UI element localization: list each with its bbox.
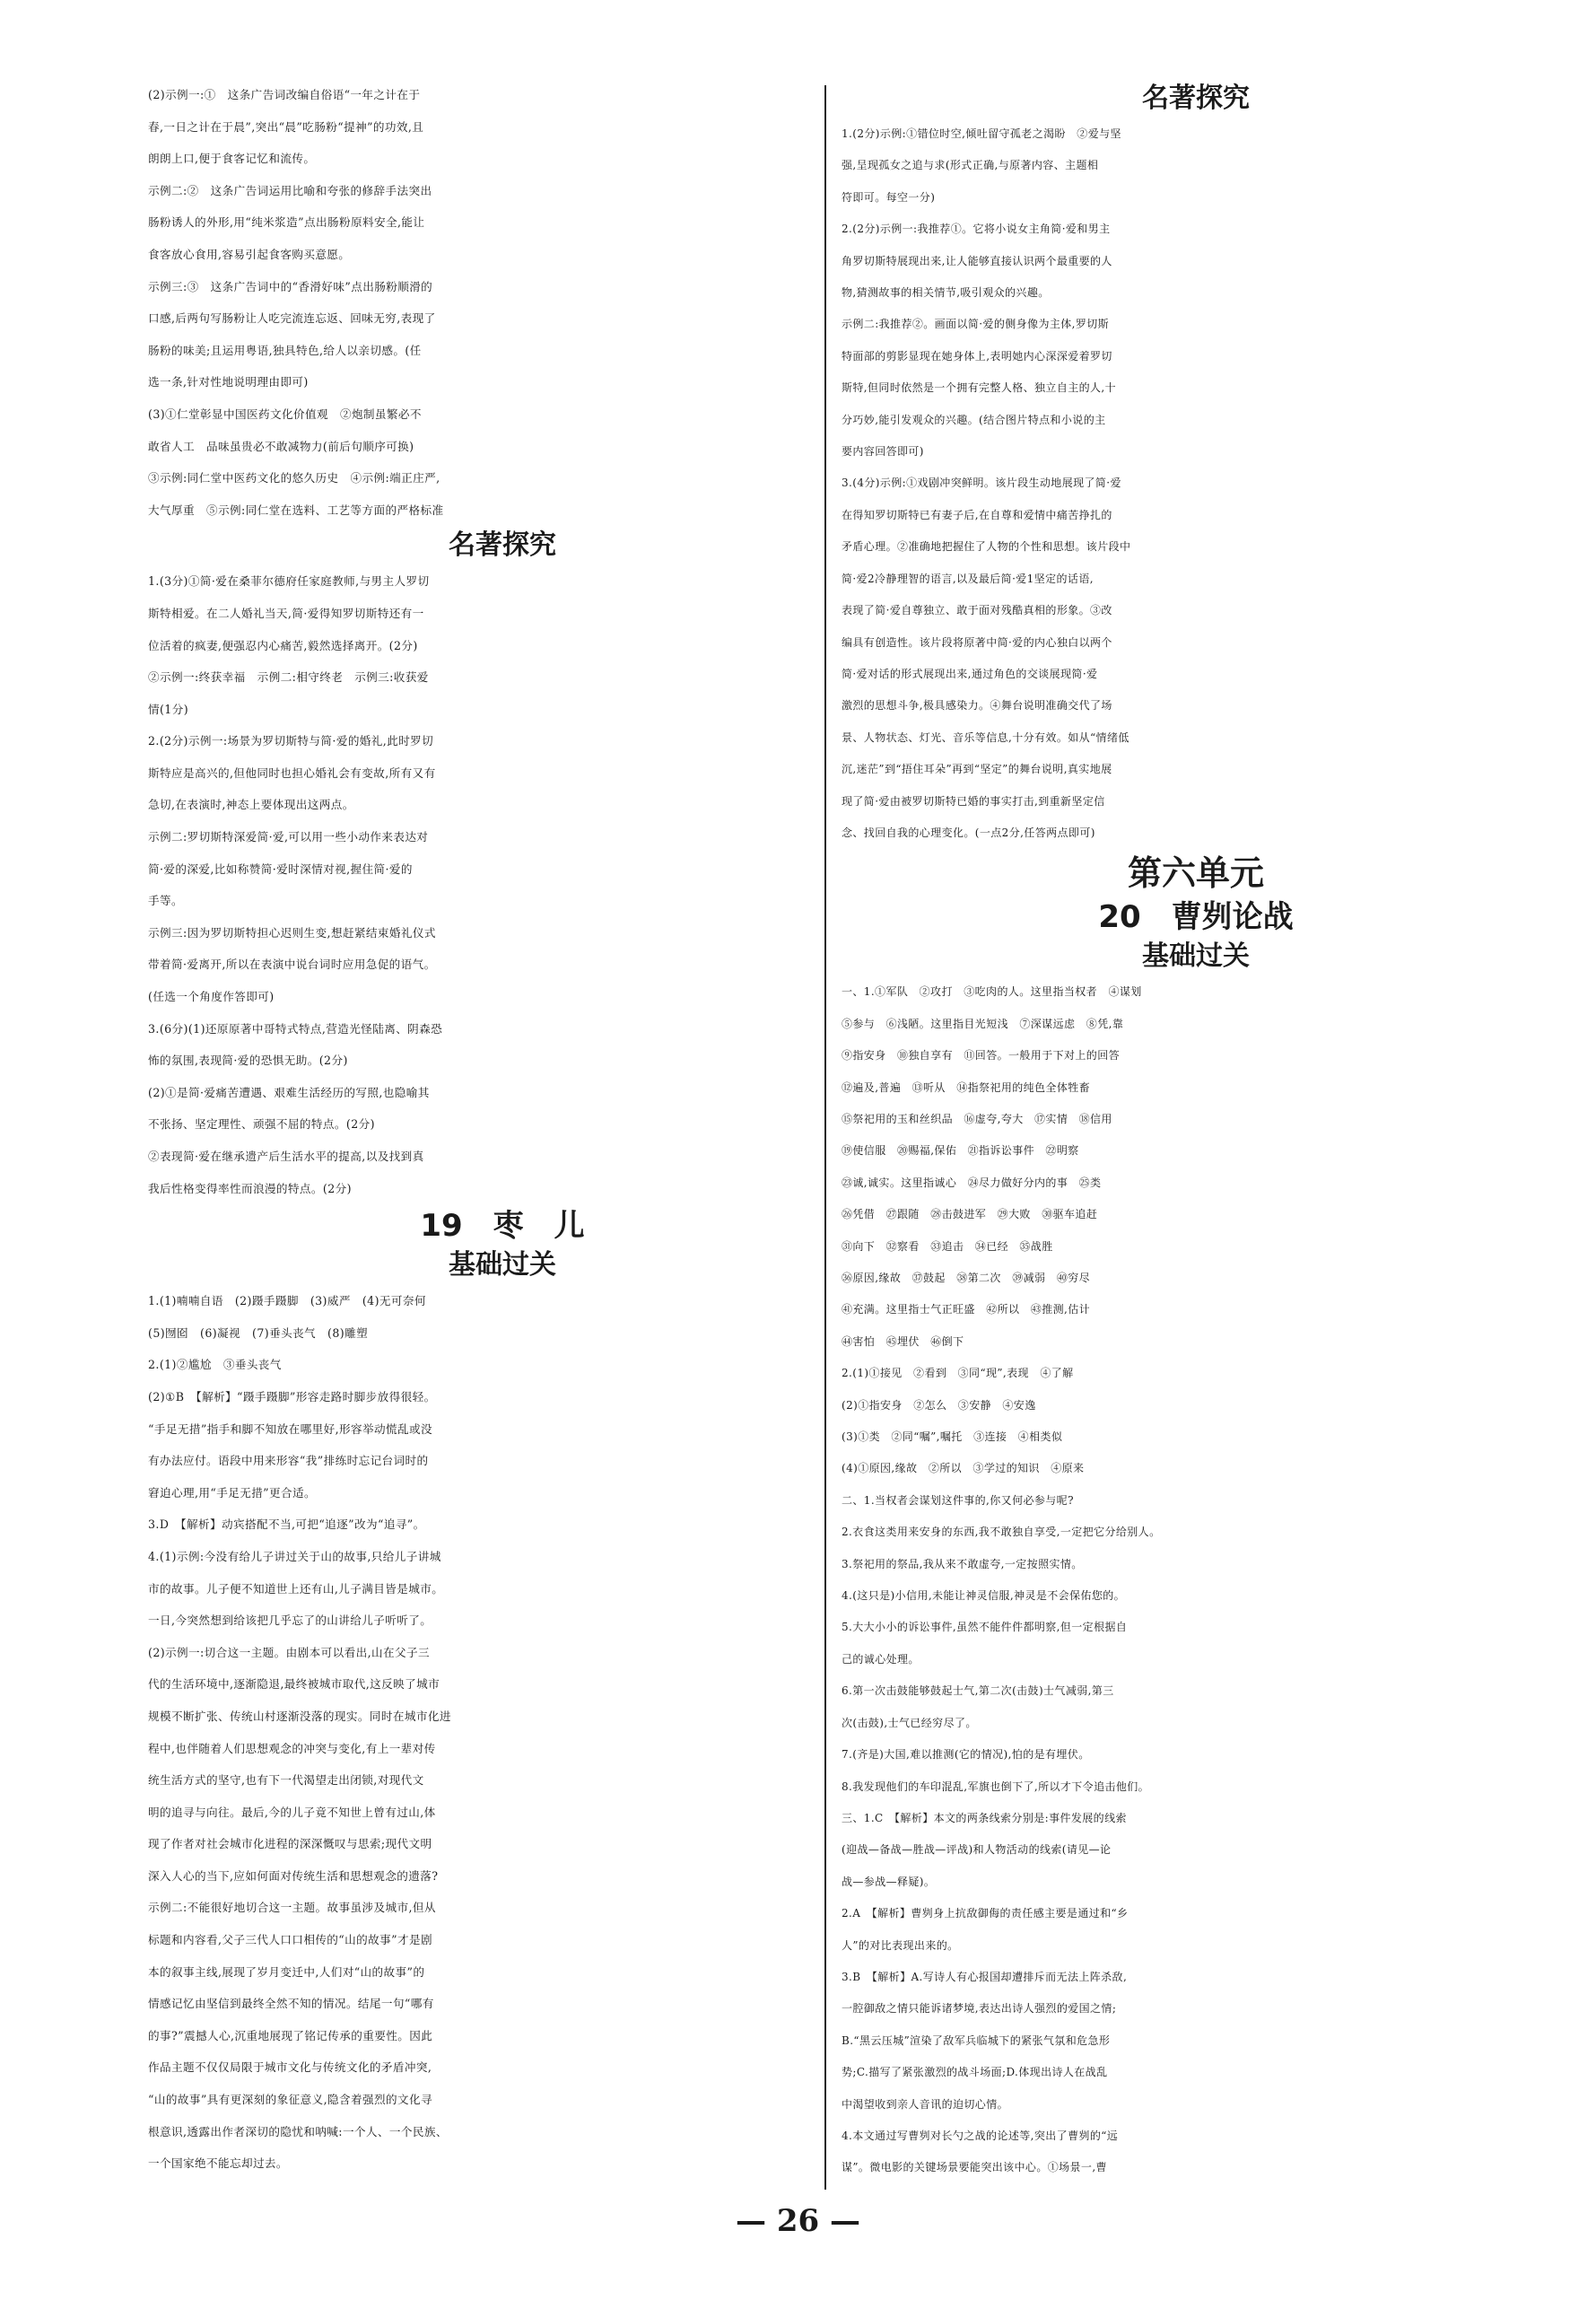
answer-line: 1.(3分)①简·爱在桑菲尔德府任家庭教师,与男主人罗切 bbox=[148, 574, 430, 589]
answer-line: B.“黑云压城”渲染了敌军兵临城下的紧张气氛和危急形 bbox=[842, 2033, 1111, 2047]
answer-line: 口感,后两句写肠粉让人吃完流连忘返、回味无穷,表现了 bbox=[148, 311, 436, 326]
answer-line: 一个国家绝不能忘却过去。 bbox=[148, 2156, 288, 2171]
answer-line: (2)①是简·爱痛苦遭遇、艰难生活经历的写照,也隐喻其 bbox=[148, 1085, 430, 1099]
answer-line: (2)①B 【解析】“蹑手蹑脚”形容走路时脚步放得很轻。 bbox=[148, 1389, 436, 1404]
answer-line: “手足无措”指手和脚不知放在哪里好,形容举动慌乱或没 bbox=[148, 1421, 432, 1436]
answer-line: 手等。 bbox=[148, 894, 183, 908]
column-divider bbox=[824, 85, 826, 2190]
answer-line: 深入人心的当下,应如何面对传统生活和思想观念的遗落? bbox=[148, 1868, 439, 1883]
answer-line: 物,猜测故事的相关情节,吸引观众的兴趣。 bbox=[842, 286, 1050, 300]
section-heading: 基础过关 bbox=[449, 1249, 556, 1281]
answer-line: (2)示例一:① 这条广告词改编自俗语“一年之计在于 bbox=[148, 88, 421, 101]
answer-line: 三、1.C 【解析】本文的两条线索分别是:事件发展的线索 bbox=[842, 1811, 1127, 1824]
answer-line: 念、找回自我的心理变化。(一点2分,任答两点即可) bbox=[842, 826, 1095, 839]
answer-line: 3.(4分)示例:①戏剧冲突鲜明。该片段生动地展现了简·爱 bbox=[842, 477, 1121, 490]
answer-line: 的事?”震撼人心,沉重地展现了铭记传承的重要性。因此 bbox=[148, 2028, 433, 2042]
answer-line: 矛盾心理。②准确地把握住了人物的个性和思想。该片段中 bbox=[842, 540, 1131, 554]
answer-line: 标题和内容看,父子三代人口口相传的“山的故事”才是剧 bbox=[148, 1933, 432, 1947]
answer-line: 沉,迷茫”到“捂住耳朵”再到“坚定”的舞台说明,真实地展 bbox=[842, 763, 1112, 776]
answer-line: 2.(1)①接见 ②看到 ③同“现”,表现 ④了解 bbox=[842, 1367, 1074, 1380]
answer-line: 大气厚重 ⑤示例:同仁堂在选料、工艺等方面的严格标准 bbox=[148, 503, 444, 517]
answer-line: 统生活方式的坚守,也有下一代渴望走出闭锁,对现代文 bbox=[148, 1773, 424, 1788]
answer-line: 3.B 【解析】A.写诗人有心报国却遭排斥而无法上阵杀敌, bbox=[842, 1970, 1128, 1983]
answer-line: 2.(2分)示例一:我推荐①。它将小说女主角简·爱和男主 bbox=[842, 223, 1111, 236]
answer-line: ②示例一:终获幸福 示例二:相守终老 示例三:收获爱 bbox=[148, 670, 429, 685]
answer-line: 2.(2分)示例一:场景为罗切斯特与简·爱的婚礼,此时罗切 bbox=[148, 734, 434, 748]
answer-line: 有办法应付。语段中用来形容“我”排练时忘记台词时的 bbox=[148, 1454, 429, 1468]
answer-line: 示例三:③ 这条广告词中的“香滑好味”点出肠粉顺滑的 bbox=[148, 279, 433, 293]
answer-line: (3)①仁堂彰显中国医药文化价值观 ②炮制虽繁必不 bbox=[148, 407, 422, 421]
answer-line: 简·爱对话的形式展现出来,通过角色的交谈展现简·爱 bbox=[842, 667, 1098, 680]
answer-line: ⑤参与 ⑥浅陋。这里指目光短浅 ⑦深谋远虑 ⑧凭,靠 bbox=[842, 1017, 1124, 1030]
answer-line: 要内容回答即可) bbox=[842, 445, 924, 459]
answer-line: 7.(齐是)大国,难以推测(它的情况),怕的是有埋伏。 bbox=[842, 1748, 1090, 1762]
answer-line: 规模不断扩张、传统山村逐渐没落的现实。同时在城市化进 bbox=[148, 1709, 451, 1723]
answer-line: 次(击鼓),士气已经穷尽了。 bbox=[842, 1716, 977, 1729]
answer-line: 5.大大小小的诉讼事件,虽然不能件件都明察,但一定根据自 bbox=[842, 1621, 1128, 1634]
answer-line: (2)①指安身 ②怎么 ③安静 ④安逸 bbox=[842, 1398, 1036, 1412]
answer-line: 激烈的思想斗争,极具感染力。④舞台说明准确交代了场 bbox=[842, 699, 1112, 713]
answer-line: 代的生活环境中,逐渐隐退,最终被城市取代,这反映了城市 bbox=[148, 1677, 440, 1692]
answer-line: 3.D 【解析】动宾搭配不当,可把“追逐”改为“追寻”。 bbox=[148, 1517, 425, 1532]
answer-line: 简·爱2冷静理智的语言,以及最后简·爱1坚定的话语, bbox=[842, 572, 1094, 585]
answer-line: (5)囫囵 (6)凝视 (7)垂头丧气 (8)雕塑 bbox=[148, 1325, 369, 1340]
answer-line: 情感记忆由坚信到最终全然不知的情况。结尾一句“哪有 bbox=[148, 1997, 434, 2011]
answer-line: ㉓诚,诚实。这里指诚心 ㉔尽力做好分内的事 ㉕类 bbox=[842, 1176, 1102, 1189]
answer-line: 符即可。每空一分) bbox=[842, 190, 936, 204]
answer-line: 食客放心食用,容易引起食客购买意愿。 bbox=[148, 247, 351, 261]
answer-line: (任选一个角度作答即可) bbox=[148, 990, 275, 1004]
answer-line: 人”的对比表现出来的。 bbox=[842, 1938, 959, 1952]
answer-line: 6.第一次击鼓能够鼓起士气,第二次(击鼓)士气减弱,第三 bbox=[842, 1684, 1114, 1698]
answer-line: 现了简·爱由被罗切斯特已婚的事实打击,到重新坚定信 bbox=[842, 794, 1105, 808]
answer-line: ㊹害怕 ㊺埋伏 ㊻倒下 bbox=[842, 1334, 964, 1348]
lesson-title: 20 曹刿论战 bbox=[1098, 899, 1294, 936]
answer-line: ㉖凭借 ㉗跟随 ㉘击鼓进军 ㉙大败 ㉚驱车追赶 bbox=[842, 1208, 1098, 1221]
answer-line: 战—参战—释疑)。 bbox=[842, 1875, 936, 1888]
answer-line: (迎战—备战—胜战—评战)和人物活动的线索(请见—论 bbox=[842, 1843, 1112, 1857]
answer-line: 市的故事。儿子便不知道世上还有山,儿子满目皆是城市。 bbox=[148, 1581, 444, 1596]
answer-line: 己的诚心处理。 bbox=[842, 1652, 920, 1666]
answer-line: 1.(1)喃喃自语 (2)蹑手蹑脚 (3)威严 (4)无可奈何 bbox=[148, 1294, 426, 1308]
answer-line: (3)①类 ②同“嘱”,嘱托 ③连接 ④相类似 bbox=[842, 1430, 1063, 1444]
answer-line: 一、1.①军队 ②攻打 ③吃肉的人。这里指当权者 ④谋划 bbox=[842, 985, 1142, 999]
left-column bbox=[148, 79, 857, 2180]
answer-line: 斯特应是高兴的,但他同时也担心婚礼会有变故,所有又有 bbox=[148, 765, 436, 780]
answer-line: 现了作者对社会城市化进程的深深慨叹与思索;现代文明 bbox=[148, 1837, 432, 1851]
answer-line: “山的故事”具有更深刻的象征意义,隐含着强烈的文化寻 bbox=[148, 2093, 432, 2107]
answer-line: 程中,也伴随着人们思想观念的冲突与变化,有上一辈对传 bbox=[148, 1741, 436, 1755]
answer-line: 2.A 【解析】曹刿身上抗敌御侮的责任感主要是通过和“乡 bbox=[842, 1907, 1129, 1920]
answer-line: 根意识,透露出作者深切的隐忧和呐喊:一个人、一个民族、 bbox=[148, 2124, 448, 2138]
answer-line: 肠粉的味美;且运用粤语,独具特色,给人以亲切感。(任 bbox=[148, 343, 422, 357]
answer-line: 1.(2分)示例:①错位时空,倾吐留守孤老之渴盼 ②爱与坚 bbox=[842, 127, 1121, 140]
lesson-title: 19 枣 儿 bbox=[420, 1208, 585, 1245]
answer-line: 特面部的剪影显现在她身体上,表明她内心深深爱着罗切 bbox=[842, 349, 1112, 363]
answer-line: 3.祭祀用的祭品,我从来不敢虚夸,一定按照实情。 bbox=[842, 1557, 1083, 1570]
answer-line: 带着简·爱离开,所以在表演中说台词时应用急促的语气。 bbox=[148, 958, 436, 972]
answer-line: 编具有创造性。该片段将原著中简·爱的内心独白以两个 bbox=[842, 635, 1112, 649]
answer-line: ⑨指安身 ⑩独自享有 ⑪回答。一般用于下对上的回答 bbox=[842, 1049, 1121, 1063]
answer-line: ㊶充满。这里指士气正旺盛 ㊷所以 ㊸推测,估计 bbox=[842, 1303, 1091, 1316]
answer-line: 我后性格变得率性而浪漫的特点。(2分) bbox=[148, 1181, 352, 1195]
answer-line: 明的追寻与向往。最后,今的儿子竟不知世上曾有过山,体 bbox=[148, 1805, 436, 1819]
answer-line: 4.本文通过写曹刿对长勺之战的论述等,突出了曹刿的“远 bbox=[842, 2129, 1119, 2142]
answer-line: (2)示例一:切合这一主题。由剧本可以看出,山在父子三 bbox=[148, 1645, 430, 1659]
answer-line: 二、1.当权者会谋划这件事的,你又何必参与呢? bbox=[842, 1493, 1074, 1507]
answer-line: 示例二:② 这条广告词运用比喻和夸张的修辞手法突出 bbox=[148, 183, 432, 197]
answer-line: 一日,今突然想到给该把几乎忘了的山讲给儿子听听了。 bbox=[148, 1613, 432, 1628]
answer-line: ⑫遍及,普遍 ⑬听从 ⑭指祭祀用的纯色全体牲畜 bbox=[842, 1080, 1091, 1094]
unit-heading: 第六单元 bbox=[1127, 853, 1264, 894]
section-heading: 基础过关 bbox=[1142, 940, 1250, 973]
answer-line: 不张扬、坚定理性、顽强不屈的特点。(2分) bbox=[148, 1117, 375, 1132]
answer-line: 分巧妙,能引发观众的兴趣。(结合图片特点和小说的主 bbox=[842, 413, 1106, 426]
answer-line: ㊱原因,缘故 ㊲鼓起 ㊳第二次 ㊴减弱 ㊵穷尽 bbox=[842, 1272, 1091, 1284]
right-column bbox=[842, 79, 1550, 2184]
answer-line: 本的叙事主线,展现了岁月变迁中,人们对“山的故事”的 bbox=[148, 1964, 425, 1979]
answer-line: 朗朗上口,便于食客记忆和流传。 bbox=[148, 152, 316, 166]
answer-line: 景、人物状态、灯光、音乐等信息,十分有效。如从“情绪低 bbox=[842, 730, 1129, 744]
section-heading: 名著探究 bbox=[1142, 83, 1250, 114]
answer-line: 4.(这只是)小信用,未能让神灵信服,神灵是不会保佑您的。 bbox=[842, 1589, 1126, 1603]
answer-line: 表现了简·爱自尊独立、敢于面对残酷真相的形象。③改 bbox=[842, 604, 1112, 617]
answer-line: ㉛向下 ㉜察看 ㉝追击 ㉞已经 ㉟战胜 bbox=[842, 1239, 1053, 1253]
answer-line: 示例三:因为罗切斯特担心迟则生变,想赶紧结束婚礼仪式 bbox=[148, 925, 436, 940]
section-heading: 名著探究 bbox=[449, 529, 556, 562]
answer-line: 4.(1)示例:今没有给儿子讲过关于山的故事,只给儿子讲城 bbox=[148, 1549, 441, 1563]
answer-line: 谋”。微电影的关键场景要能突出该中心。①场景一,曹 bbox=[842, 2161, 1107, 2174]
answer-line: 窘迫心理,用“手足无措”更合适。 bbox=[148, 1485, 316, 1500]
answer-line: ⑮祭祀用的玉和丝织品 ⑯虚夸,夸大 ⑰实情 ⑱信用 bbox=[842, 1112, 1112, 1125]
answer-line: 3.(6分)(1)还原原著中哥特式特点,营造光怪陆离、阴森恐 bbox=[148, 1021, 443, 1036]
answer-line: ③示例:同仁堂中医药文化的悠久历史 ④示例:端正庄严, bbox=[148, 471, 440, 485]
answer-line: 在得知罗切斯特已有妻子后,在自尊和爱情中痛苦挣扎的 bbox=[842, 508, 1112, 521]
answer-line: 春,一日之计在于晨”,突出“晨”吃肠粉“提神”的功效,且 bbox=[148, 119, 424, 134]
answer-line: 2.(1)②尴尬 ③垂头丧气 bbox=[148, 1358, 282, 1372]
answer-line: 示例二:不能很好地切合这一主题。故事虽涉及城市,但从 bbox=[148, 1901, 436, 1915]
answer-line: 示例二:罗切斯特深爱简·爱,可以用一些小动作来表达对 bbox=[148, 830, 429, 844]
answer-line: 2.衣食这类用来安身的东西,我不敢独自享受,一定把它分给别人。 bbox=[842, 1526, 1161, 1539]
answer-line: 急切,在表演时,神态上要体现出这两点。 bbox=[148, 798, 354, 812]
answer-line: 角罗切斯特展现出来,让人能够直接认识两个最重要的人 bbox=[842, 254, 1112, 267]
answer-line: 一腔御敌之情只能诉诸梦境,表达出诗人强烈的爱国之情; bbox=[842, 2002, 1117, 2016]
page-number: — 26 — bbox=[736, 2203, 860, 2239]
answer-line: (4)①原因,缘故 ②所以 ③学过的知识 ④原来 bbox=[842, 1462, 1085, 1475]
answer-line: 简·爱的深爱,比如称赞简·爱时深情对视,握住简·爱的 bbox=[148, 861, 413, 876]
answer-line: 肠粉诱人的外形,用“纯米浆造”点出肠粉原料安全,能让 bbox=[148, 215, 425, 230]
answer-line: 位活着的疯妻,便强忍内心痛苦,毅然选择离开。(2分) bbox=[148, 638, 418, 652]
answer-line: 选一条,针对性地说明理由即可) bbox=[148, 375, 309, 389]
answer-line: 势;C.描写了紧张激烈的战斗场面;D.体现出诗人在战乱 bbox=[842, 2066, 1108, 2079]
answer-line: 示例二:我推荐②。画面以简·爱的侧身像为主体,罗切斯 bbox=[842, 318, 1110, 331]
answer-line: 斯特相爱。在二人婚礼当天,简·爱得知罗切斯特还有一 bbox=[148, 606, 424, 620]
answer-line: ②表现简·爱在继承遗产后生活水平的提高,以及找到真 bbox=[148, 1150, 424, 1163]
answer-line: 情(1分) bbox=[148, 702, 189, 716]
answer-line: ⑲使信服 ⑳赐福,保佑 ㉑指诉讼事件 ㉒明察 bbox=[842, 1144, 1079, 1158]
answer-line: 8.我发现他们的车印混乱,军旗也倒下了,所以才下令追击他们。 bbox=[842, 1780, 1150, 1793]
answer-line: 斯特,但同时依然是一个拥有完整人格、独立自主的人,十 bbox=[842, 381, 1117, 395]
answer-line: 作品主题不仅仅局限于城市文化与传统文化的矛盾冲突, bbox=[148, 2060, 432, 2075]
answer-line: 怖的氛围,表现简·爱的恐惧无助。(2分) bbox=[148, 1054, 348, 1068]
answer-line: 强,呈现孤女之追与求(形式正确,与原著内容、主题相 bbox=[842, 159, 1099, 172]
answer-line: 中渴望收到亲人音讯的迫切心情。 bbox=[842, 2097, 1009, 2111]
answer-line: 敢省人工 品味虽贵必不敢减物力(前后句顺序可换) bbox=[148, 439, 414, 453]
